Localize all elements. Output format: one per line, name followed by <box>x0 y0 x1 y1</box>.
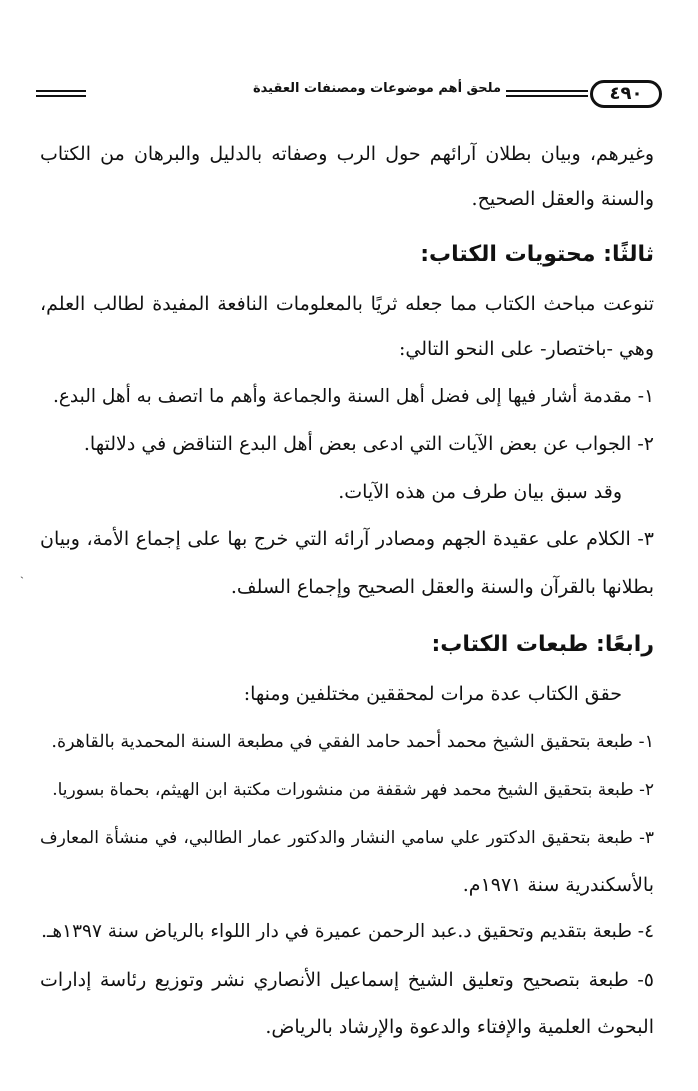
body-line: بطلانها بالقرآن والسنة والعقل الصحيح وإجماع السلف. <box>230 576 654 598</box>
list-item: ١- مقدمة أشار فيها إلى فضل أهل السنة والجماعة وأهم ما اتصف به أهل البدع. <box>53 386 654 407</box>
page-number: ٤٩٠ <box>590 80 662 108</box>
header-rule-left <box>36 90 86 97</box>
list-item: ٢- طبعة بتحقيق الشيخ محمد فهر شقفة من منشورات مكتبة ابن الهيثم، بحماة بسوريا. <box>52 780 654 800</box>
body-line: والسنة والعقل الصحيح. <box>471 188 654 210</box>
body-line: تنوعت مباحث الكتاب مما جعله ثريًا بالمعلومات النافعة المفيدة لطالب العلم، <box>40 293 654 315</box>
list-item: ٢- الجواب عن بعض الآيات التي ادعى بعض أهل البدع التناقض في دلالتها. <box>83 433 654 455</box>
list-item: ٥- طبعة بتصحيح وتعليق الشيخ إسماعيل الأنصاري نشر وتوزيع رئاسة إدارات <box>40 969 654 991</box>
header-rule-right <box>506 90 588 97</box>
list-item: ٣- الكلام على عقيدة الجهم ومصادر آرائه التي خرج بها على إجماع الأمة، وبيان <box>40 528 654 550</box>
running-title: ملحق أهم موضوعات ومصنفات العقيدة <box>252 81 501 96</box>
list-item: ٣- طبعة بتحقيق الدكتور علي سامي النشار والدكتور عمار الطالبي، في منشأة المعارف <box>40 828 654 848</box>
running-header <box>36 78 662 112</box>
body-line: وهي -باختصار- على النحو التالي: <box>399 338 654 360</box>
body-line: البحوث العلمية والإفتاء والدعوة والإرشاد بالرياض. <box>265 1016 654 1038</box>
section-heading: ثالثًا: محتويات الكتاب: <box>420 242 654 267</box>
section-heading: رابعًا: طبعات الكتاب: <box>431 632 654 657</box>
body-line: حقق الكتاب عدة مرات لمحققين مختلفين ومنها: <box>243 683 622 705</box>
list-item: ١- طبعة بتحقيق الشيخ محمد أحمد حامد الفقي في مطبعة السنة المحمدية بالقاهرة. <box>51 732 654 752</box>
body-line: وقد سبق بيان طرف من هذه الآيات. <box>338 481 622 503</box>
list-item: ٤- طبعة بتقديم وتحقيق د.عبد الرحمن عميرة في دار اللواء بالرياض سنة ١٣٩٧هـ. <box>41 921 654 942</box>
body-line: بالأسكندرية سنة ١٩٧١م. <box>462 874 654 896</box>
body-line: وغيرهم، وبيان بطلان آرائهم حول الرب وصفاته بالدليل والبرهان من الكتاب <box>40 143 654 165</box>
stray-mark: ˏ <box>20 565 24 579</box>
